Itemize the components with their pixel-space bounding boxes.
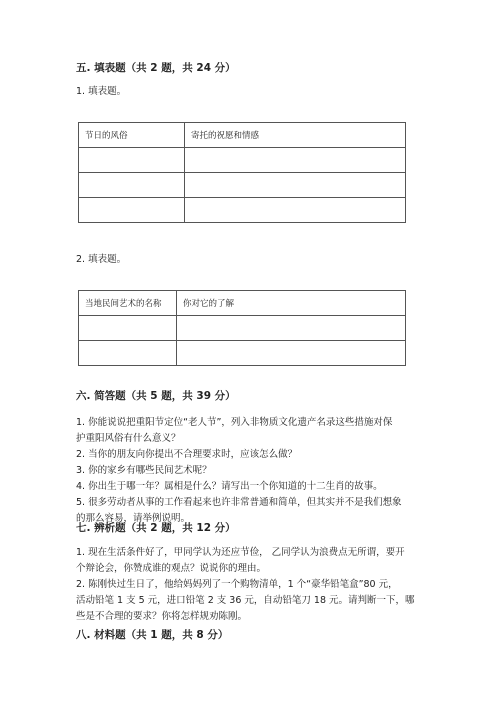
- question-line: 3. 你的家乡有哪些民间艺术呢？: [76, 465, 212, 476]
- table-header-row: [79, 123, 406, 148]
- question-line: 些是不合理的要求？你将怎样规劝陈刚。: [76, 611, 248, 622]
- table-cell[interactable]: [177, 316, 406, 341]
- table-header-cell: 节日的风俗: [79, 123, 185, 148]
- fill-table-2: [78, 290, 406, 366]
- table-cell[interactable]: [185, 173, 406, 198]
- table-row: [79, 316, 406, 341]
- question-1-label: 1. 填表题。: [76, 86, 127, 97]
- question-line: 的那么容易，请举例说明。: [76, 513, 191, 524]
- table-cell[interactable]: [185, 148, 406, 173]
- question-line: 5. 很多劳动者从事的工作看起来也许非常普通和简单，但其实并不是我们想象: [76, 497, 402, 508]
- question-line: 个辩论会，你赞成谁的观点？说说你的理由。: [76, 563, 267, 574]
- table-cell[interactable]: [79, 316, 177, 341]
- table-row: [79, 198, 406, 223]
- section-6-body: [76, 415, 402, 527]
- question-line: 护重阳风俗有什么意义？: [76, 433, 181, 444]
- table-header-cell: 当地民间艺术的名称: [79, 291, 177, 316]
- table-cell[interactable]: [177, 341, 406, 366]
- question-line: 2. 当你的朋友向你提出不合理要求时，应该怎么做？: [76, 449, 298, 460]
- table-cell[interactable]: [79, 198, 185, 223]
- question-line: 1. 你能说说把重阳节定位“老人节”，列入非物质文化遗产名录这些措施对保: [76, 417, 393, 428]
- table-row: [79, 173, 406, 198]
- section-8-heading: 八. 材料题（共 1 题，共 8 分）: [76, 629, 229, 641]
- section-7-heading: 七. 辨析题（共 2 题，共 12 分）: [76, 522, 236, 534]
- section-5-heading: 五. 填表题（共 2 题，共 24 分）: [76, 62, 236, 74]
- table-header-cell: 你对它的了解: [177, 291, 406, 316]
- question-line: 1. 现在生活条件好了，甲同学认为还应节俭， 乙同学认为浪费点无所谓，要开: [76, 547, 405, 558]
- question-line: 2. 陈刚快过生日了，他给妈妈列了一个购物清单，1 个“豪华铅笔盒”80 元，: [76, 579, 398, 590]
- question-line: 4. 你出生于哪一年？属相是什么？请写出一个你知道的十二生肖的故事。: [76, 481, 383, 492]
- table-header-row: [79, 291, 406, 316]
- table-cell[interactable]: [79, 148, 185, 173]
- table-cell[interactable]: [79, 173, 185, 198]
- table-cell[interactable]: [79, 341, 177, 366]
- question-2-label: 2. 填表题。: [76, 254, 127, 265]
- table-header-cell: 寄托的祝愿和情感: [185, 123, 406, 148]
- table-cell[interactable]: [185, 198, 406, 223]
- question-line: 活动铅笔 1 支 5 元，进口铅笔 2 支 36 元，自动铅笔刀 18 元。请判断一下，哪: [76, 595, 415, 606]
- section-7-body: [76, 545, 415, 625]
- fill-table-1: [78, 122, 406, 223]
- table-row: [79, 341, 406, 366]
- section-6-heading: 六. 简答题（共 5 题，共 39 分）: [76, 390, 236, 402]
- table-row: [79, 148, 406, 173]
